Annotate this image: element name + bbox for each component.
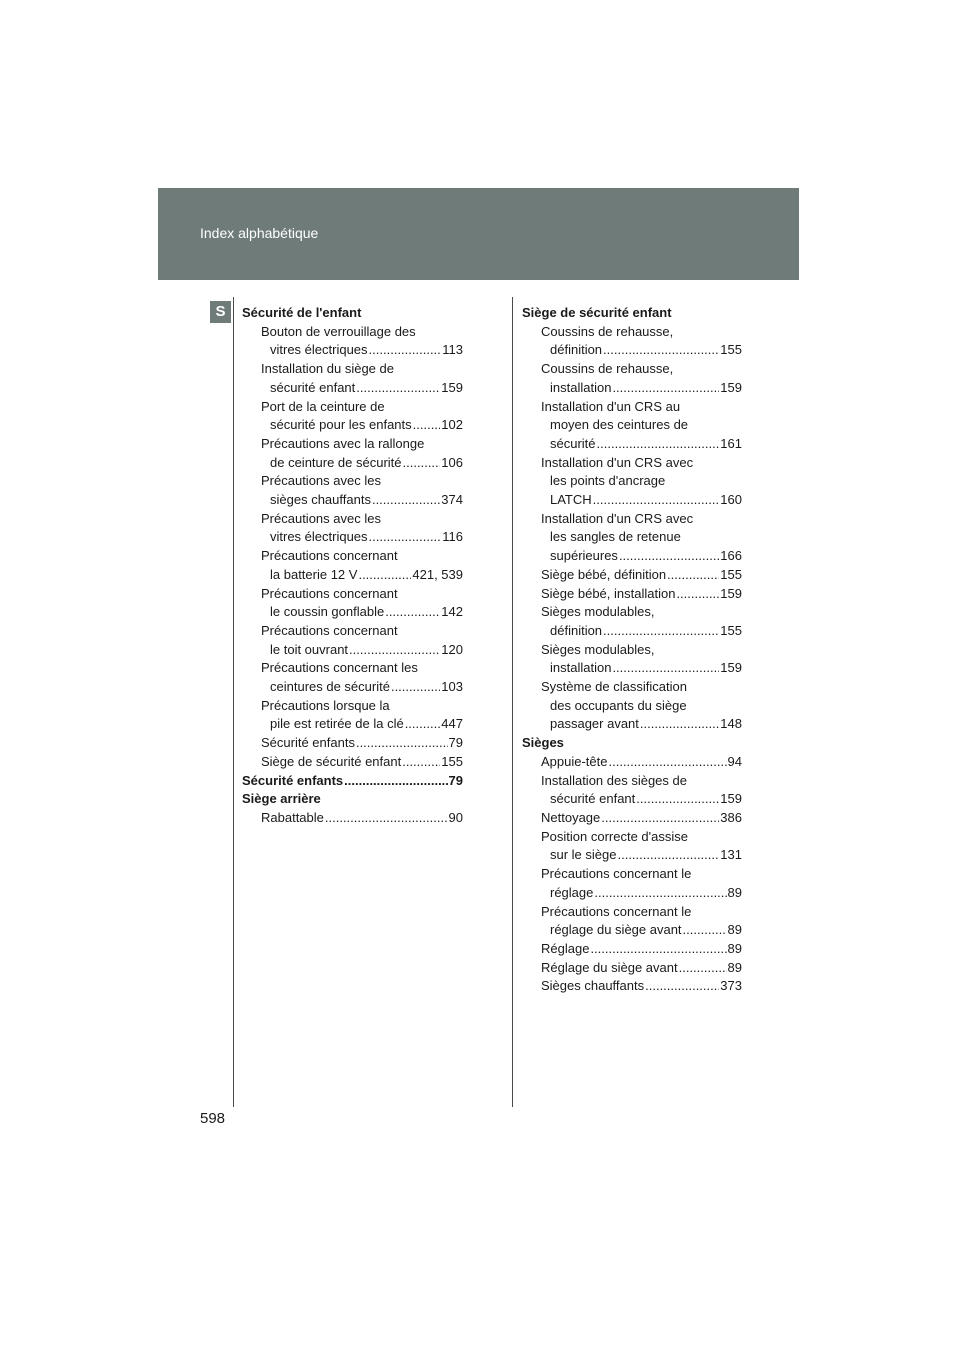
dot-leader: [617, 846, 719, 865]
index-entry: [242, 454, 463, 473]
entry-text: Siège de sécurité enfant: [261, 753, 402, 769]
index-entry: [242, 585, 463, 604]
index-entry: [522, 379, 742, 398]
index-heading: [242, 772, 463, 791]
entry-text: vitres électriques: [270, 529, 368, 545]
index-entry: [522, 454, 742, 473]
entry-text: Précautions avec la rallonge: [261, 435, 425, 451]
entry-text: Précautions concernant le: [541, 866, 692, 882]
entry-text: Siège bébé, définition: [541, 566, 667, 582]
index-entry: [522, 865, 742, 884]
index-entry: [522, 472, 742, 491]
page-reference[interactable]: 142: [441, 604, 463, 620]
page-reference[interactable]: 447: [441, 716, 463, 732]
page-reference[interactable]: 155: [720, 566, 742, 582]
dot-leader: [349, 641, 440, 660]
entry-text: Précautions concernant les: [261, 660, 418, 676]
page-reference[interactable]: 90: [448, 809, 463, 825]
index-entry: [522, 398, 742, 417]
index-entry: [242, 641, 463, 660]
dot-leader: [612, 659, 719, 678]
page-reference[interactable]: 160: [720, 492, 742, 508]
entry-text: Sécurité de l'enfant: [242, 305, 362, 320]
dot-leader: [391, 678, 440, 697]
header-band: [158, 188, 799, 280]
page-number: 598: [200, 1110, 226, 1127]
index-entry: [522, 884, 742, 903]
page-reference[interactable]: 94: [727, 753, 742, 769]
entry-text: de ceinture de sécurité: [270, 454, 402, 470]
page-reference[interactable]: 161: [720, 435, 742, 451]
dot-leader: [612, 379, 719, 398]
entry-text: Précautions concernant: [261, 548, 398, 564]
dot-leader: [372, 491, 440, 510]
entry-text: Système de classification: [541, 679, 687, 695]
index-entry: [242, 603, 463, 622]
dot-leader: [601, 809, 719, 828]
dot-leader: [597, 435, 720, 454]
entry-text: sécurité enfant: [550, 791, 636, 807]
dot-leader: [667, 566, 719, 585]
entry-text: Précautions avec les: [261, 510, 381, 526]
entry-text: Réglage du siège avant: [541, 959, 678, 975]
entry-text: Siège de sécurité enfant: [522, 305, 672, 320]
entry-text: ceintures de sécurité: [270, 679, 390, 695]
dot-leader: [325, 809, 448, 828]
page-reference[interactable]: 155: [720, 342, 742, 358]
index-entry: [242, 734, 463, 753]
entry-text: sièges chauffants: [270, 492, 371, 508]
entry-text: Installation d'un CRS au: [541, 398, 681, 414]
index-entry: [522, 790, 742, 809]
entry-text: Port de la ceinture de: [261, 398, 385, 414]
page-reference[interactable]: 102: [441, 417, 463, 433]
page-reference[interactable]: 89: [727, 922, 742, 938]
entry-text: Précautions avec les: [261, 473, 381, 489]
dot-leader: [645, 977, 719, 996]
entry-text: passager avant: [550, 716, 639, 732]
page-reference[interactable]: 113: [442, 342, 463, 358]
index-entry: [522, 585, 742, 604]
dot-leader: [356, 379, 440, 398]
index-entry: [522, 491, 742, 510]
entry-text: Installation d'un CRS avec: [541, 510, 694, 526]
index-entry: [242, 809, 463, 828]
dot-leader: [603, 622, 719, 641]
entry-text: le coussin gonflable: [270, 604, 385, 620]
entry-text: Coussins de rehausse,: [541, 361, 674, 377]
entry-text: supérieures: [550, 548, 618, 564]
index-entry: [522, 603, 742, 622]
entry-text: Installation des sièges de: [541, 772, 687, 788]
dot-leader: [593, 491, 720, 510]
page-reference[interactable]: 159: [720, 791, 742, 807]
index-entry: [242, 379, 463, 398]
dot-leader: [619, 547, 719, 566]
index-entry: [522, 977, 742, 996]
entry-text: définition: [550, 342, 603, 358]
entry-text: Nettoyage: [541, 809, 601, 825]
index-entry: [242, 323, 463, 342]
entry-text: Position correcte d'assise: [541, 828, 688, 844]
entry-text: Sièges modulables,: [541, 604, 655, 620]
page-reference[interactable]: 159: [441, 379, 463, 395]
dot-leader: [403, 454, 441, 473]
index-entry: [242, 528, 463, 547]
entry-text: sécurité: [550, 435, 596, 451]
index-entry: [522, 715, 742, 734]
entry-text: pile est retirée de la clé: [270, 716, 404, 732]
entry-text: Précautions concernant: [261, 585, 398, 601]
entry-text: réglage du siège avant: [550, 922, 682, 938]
dot-leader: [594, 884, 726, 903]
page-reference[interactable]: 166: [720, 548, 742, 564]
index-entry: [522, 659, 742, 678]
index-entry: [242, 547, 463, 566]
entry-text: le toit ouvrant: [270, 641, 349, 657]
entry-text: Rabattable: [261, 809, 324, 825]
index-heading: [522, 734, 742, 753]
entry-text: Sièges: [522, 735, 564, 751]
index-entry: [522, 341, 742, 360]
entry-text: vitres électriques: [270, 342, 368, 358]
page-reference[interactable]: 159: [720, 379, 742, 395]
column-divider-left: [233, 297, 234, 1107]
index-entry: [242, 341, 463, 360]
page-reference[interactable]: 373: [720, 978, 742, 994]
dot-leader: [385, 603, 440, 622]
page-reference[interactable]: 131: [720, 847, 742, 863]
index-entry: [522, 921, 742, 940]
index-entry: [242, 715, 463, 734]
dot-leader: [609, 753, 727, 772]
index-entry: [242, 510, 463, 529]
entry-text: sécurité enfant: [270, 379, 356, 395]
dot-leader: [358, 566, 411, 585]
index-column-left: [242, 304, 463, 828]
dot-leader: [405, 715, 441, 734]
entry-text: les points d'ancrage: [550, 473, 666, 489]
entry-text: Sécurité enfants: [261, 735, 355, 751]
entry-text: Sièges chauffants: [541, 978, 645, 994]
entry-text: Coussins de rehausse,: [541, 323, 674, 339]
entry-text: les sangles de retenue: [550, 529, 681, 545]
index-entry: [522, 753, 742, 772]
index-entry: [522, 697, 742, 716]
index-entry: [242, 678, 463, 697]
entry-text: Bouton de verrouillage des: [261, 323, 416, 339]
entry-text: Siège bébé, installation: [541, 585, 676, 601]
index-entry: [522, 903, 742, 922]
index-entry: [242, 435, 463, 454]
dot-leader: [679, 959, 727, 978]
index-entry: [522, 678, 742, 697]
index-entry: [522, 360, 742, 379]
index-entry: [522, 772, 742, 791]
index-entry: [242, 398, 463, 417]
page-reference[interactable]: 106: [441, 454, 463, 470]
dot-leader: [590, 940, 726, 959]
page-reference[interactable]: 79: [448, 735, 463, 751]
dot-leader: [402, 753, 440, 772]
entry-text: sécurité pour les enfants: [270, 417, 412, 433]
page-reference[interactable]: 120: [441, 641, 463, 657]
page-reference[interactable]: 155: [720, 622, 742, 638]
entry-text: Précautions concernant le: [541, 903, 692, 919]
entry-text: des occupants du siège: [550, 697, 687, 713]
entry-text: Précautions lorsque la: [261, 697, 390, 713]
index-letter-tab: S: [210, 301, 231, 323]
dot-leader: [356, 734, 448, 753]
index-heading: [242, 304, 463, 323]
index-entry: [522, 547, 742, 566]
index-entry: [522, 528, 742, 547]
index-entry: [522, 416, 742, 435]
page-reference[interactable]: 89: [727, 940, 742, 956]
entry-text: Réglage: [541, 940, 590, 956]
index-entry: [242, 416, 463, 435]
entry-text: Appuie-tête: [541, 753, 608, 769]
index-entry: [522, 435, 742, 454]
dot-leader: [603, 341, 719, 360]
entry-text: définition: [550, 622, 603, 638]
dot-leader: [413, 416, 441, 435]
index-entry: [242, 566, 463, 585]
entry-text: sur le siège: [550, 847, 617, 863]
dot-leader: [344, 772, 447, 791]
index-entry: [242, 360, 463, 379]
page-reference[interactable]: 421, 539: [412, 566, 463, 582]
entry-text: réglage: [550, 884, 594, 900]
index-heading: [522, 304, 742, 323]
page-reference[interactable]: 103: [441, 679, 463, 695]
index-column-right: [522, 304, 742, 996]
entry-text: LATCH: [550, 492, 592, 508]
index-entry: [242, 659, 463, 678]
index-heading: [242, 790, 463, 809]
entry-text: Installation du siège de: [261, 361, 394, 377]
dot-leader: [369, 341, 442, 360]
index-entry: [242, 622, 463, 641]
page-reference[interactable]: 116: [442, 529, 463, 545]
dot-leader: [369, 528, 442, 547]
index-entry: [522, 641, 742, 660]
page-reference[interactable]: 386: [720, 809, 742, 825]
page-reference[interactable]: 148: [720, 716, 742, 732]
entry-text: Sécurité enfants: [242, 772, 344, 788]
dot-leader: [640, 715, 719, 734]
index-entry: [522, 959, 742, 978]
index-entry: [242, 697, 463, 716]
entry-text: moyen des ceintures de: [550, 417, 689, 433]
index-entry: [522, 940, 742, 959]
index-entry: [242, 753, 463, 772]
page-reference[interactable]: 89: [727, 959, 742, 975]
entry-text: Siège arrière: [242, 791, 321, 807]
column-divider-middle: [512, 297, 513, 1107]
dot-leader: [636, 790, 719, 809]
page-reference[interactable]: 155: [441, 753, 463, 769]
page-reference[interactable]: 374: [441, 492, 463, 508]
page-reference[interactable]: 159: [720, 660, 742, 676]
index-entry: [522, 846, 742, 865]
page-reference[interactable]: 89: [727, 884, 742, 900]
index-entry: [522, 510, 742, 529]
index-entry: [522, 622, 742, 641]
entry-text: Précautions concernant: [261, 622, 398, 638]
entry-text: la batterie 12 V: [270, 566, 358, 582]
page-reference[interactable]: 79: [448, 772, 463, 788]
index-entry: [242, 472, 463, 491]
index-entry: [522, 566, 742, 585]
dot-leader: [683, 921, 727, 940]
dot-leader: [676, 585, 719, 604]
entry-text: Installation d'un CRS avec: [541, 454, 694, 470]
index-entry: [242, 491, 463, 510]
entry-text: installation: [550, 379, 612, 395]
index-entry: [522, 809, 742, 828]
entry-text: installation: [550, 660, 612, 676]
index-entry: [522, 828, 742, 847]
index-entry: [522, 323, 742, 342]
section-title: Index alphabétique: [200, 225, 319, 241]
page-reference[interactable]: 159: [720, 585, 742, 601]
entry-text: Sièges modulables,: [541, 641, 655, 657]
